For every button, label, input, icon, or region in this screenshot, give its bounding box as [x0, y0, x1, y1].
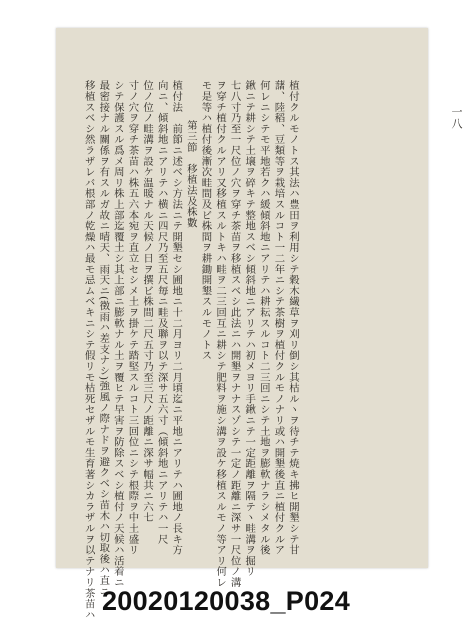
image-caption: 20020120038_P024 — [101, 586, 351, 616]
text-column: 向ニ、傾斜地ニアリテハ横ニ四尺乃至五尺毎ニ畦及聯ヲ以テ深サ五六寸（傾斜地ニアリテハ一尺 — [155, 80, 168, 545]
text-column: 何レニシテモ平地若クハ緩傾斜地ニアリテハ耕耘スルコト二三回ニシテ土地ヲ膨軟ナラシメタル後 — [257, 80, 270, 556]
section-heading: 第三節 移植法及株數 — [184, 120, 197, 228]
text-column: シテ保護スル爲メ周リ株上部迄覆土シ其上部ニ膨軟ナル土ヲ覆ヒテ早害ヲ防除スベシ植付ノ天候ハ活着ニ — [111, 80, 124, 588]
text-column: 植付法 前節ニ述ベシ方法ニテ開墾セシ圃地ニ十二月ヨリ二月頃迄ニ平地ニアリテハ圃地ノ長キ方 — [170, 80, 183, 556]
text-column: 最密接ナル關係ヲ有スルガ故ニ晴天、雨天ニ(徴雨ハ差支ナシ)強風ノ際ナドヲ避クベシ苗木ハ切取後ハ直ニ — [97, 80, 110, 597]
text-column: 藷、陸稻、豆類等ヲ栽培スルコト一二年ニシテ茶樹ヲ植付クルモノナリ或ハ開墾後直ニ植付クルア — [272, 80, 285, 556]
text-column: 植付クルモノトス其法ハ豊田ヲ利用シテ穀木繊草ヲ刈リ倒シ其枯ルヽヲ待チテ焼キ拂ヒ開墾シテ甘 — [287, 80, 299, 556]
text-column: 鍬ニテ耕シテ土壌ヲ碎キテ整地スベシ傾斜地ニアリテハ初メヨリ手鍬ニテ一定距離ヲ隔テヽ畦溝ヲ掘リ — [243, 80, 256, 577]
text-column: 位ノ位ノ畦溝ヲ設ケ温暖ナル天候ノ日ヲ撰ビ株間二尺五寸乃至三尺ノ距離ニ深サ幅共ニ六七 — [141, 80, 154, 523]
text-column: 移植スベシ然ラザレバ根部ノ乾燥ハ最モ忌ムベキニシテ假リモ枯死セザルモ生育著シカラザルヲ以テナリ茶苗ハ — [82, 80, 95, 620]
text-column: ヲ穿チ植付クルアリ又移植スルトキハ畦ヲ二三回互ニ耕シテ肥料ヲ施シ溝ヲ設ケ移植スルモノ等アリ何レ — [214, 80, 227, 588]
text-column: モ是等ハ植付後漸次畦間及ビ株間ヲ耕鋤開墾スルモノトス — [199, 80, 212, 361]
text-column: 寸ノ穴ヲ穿チ茶苗ハ株五六本宛ヲ直立セシメ土ヲ掛ケテ踏堅スルコト三回位ニシテ根際ヲ中土盛リ — [126, 80, 139, 556]
page-number: 一八 — [450, 106, 463, 130]
text-column: 七八寸乃至一尺位ノ穴ヲ穿チ茶苗ヲ移植スベシ此法ニハ開墾ヲナナスゾシテ一定ノ距離ニ深サ一尺位ノ溝 — [228, 80, 241, 588]
